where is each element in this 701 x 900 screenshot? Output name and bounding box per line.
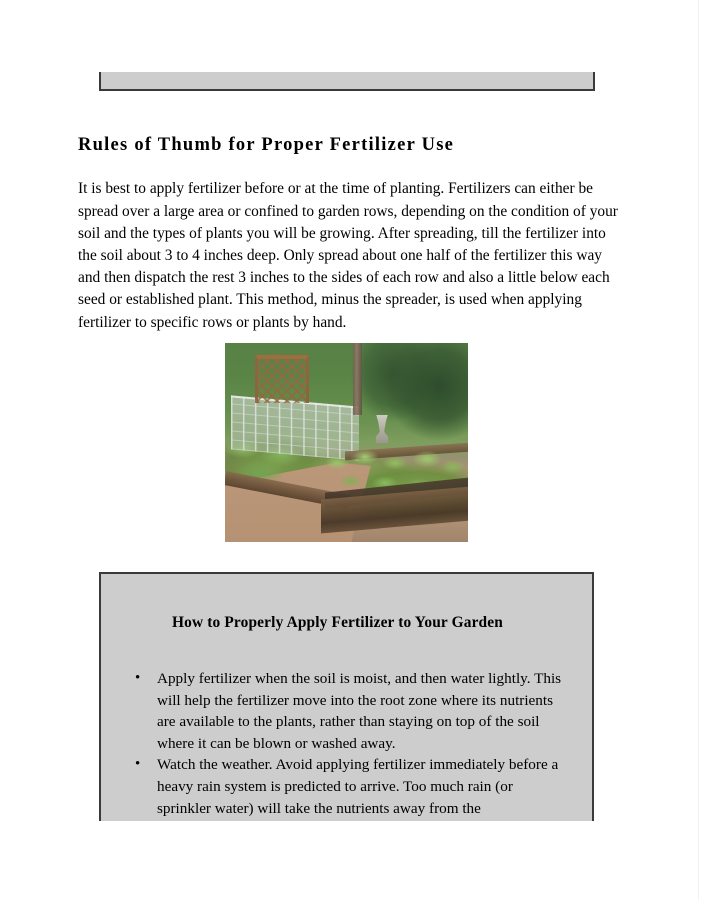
photo-tone-overlay — [225, 343, 468, 542]
callout-title: How to Properly Apply Fertilizer to Your Garden — [172, 614, 503, 631]
bullet-icon: • — [135, 670, 141, 686]
top-callout-strip — [99, 72, 595, 91]
bullet-icon: • — [135, 756, 141, 773]
list-item — [135, 668, 566, 754]
garden-photo — [225, 343, 468, 542]
list-item-text: Apply fertilizer when the soil is moist, and then water lightly. This will help the fertilizer move into the root zone where its nutrients are available to the plants, rather than staying on top of the soil where it can be blown or washed away. — [157, 670, 562, 752]
page-title: Rules of Thumb for Proper Fertilizer Use — [78, 135, 455, 156]
callout-box — [99, 572, 594, 821]
callout-list — [101, 668, 592, 819]
list-item — [135, 754, 566, 819]
body-paragraph: It is best to apply fertilizer before or at the time of planting. Fertilizers can either be spread over a large area or confined to garden rows, depending on the condition of your soil and the types of plants you will be growing. After spreading, till the fertilizer into the soil about 3 to 4 inches deep. Only spread about one half of the fertilizer this way and then dispatch the rest 3 inches to the sides of each row and also a little below each seed or established plant. This method, minus the spreader, is used when applying fertilizer to specific rows or plants by hand. — [78, 180, 618, 331]
list-item-text: Watch the weather. Avoid applying fertilizer immediately before a heavy rain system is predicted to arrive. Too much rain (or sprinkler water) will take the nutrients away from the — [157, 756, 559, 817]
